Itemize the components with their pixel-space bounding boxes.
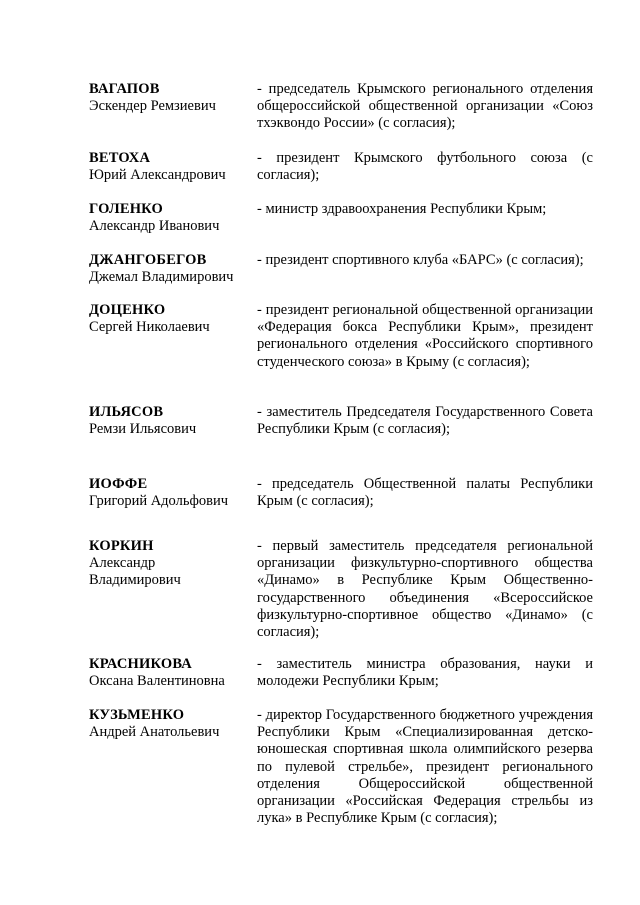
member-name bbox=[89, 538, 249, 589]
member-name bbox=[89, 150, 249, 184]
member-role: - председатель Крымского регионального отделения общероссийской общественной организации «Союз тхэквондо России» (с согласия); bbox=[257, 81, 593, 132]
member-role: - заместитель Председателя Государственного Совета Республики Крым (с согласия); bbox=[257, 404, 593, 438]
member-role: - президент спортивного клуба «БАРС» (с согласия); bbox=[257, 252, 584, 268]
member-given-name: Эскендер Ремзиевич bbox=[89, 98, 216, 114]
member-role: - первый заместитель председателя региональной организации физкультурно-спортивного общества «Динамо» в Республике Крым Общественно-государственного объединения «Всероссийское физкультурно-спортивное общество «Динамо» (с согласия); bbox=[257, 538, 593, 641]
member-given-name: Сергей Николаевич bbox=[89, 319, 210, 335]
member-name bbox=[89, 404, 249, 438]
member-name bbox=[89, 656, 249, 690]
member-name bbox=[89, 81, 249, 115]
member-given-name: Григорий Адольфович bbox=[89, 493, 229, 509]
member-role: - министр здравоохранения Республики Крым; bbox=[257, 201, 547, 217]
member-surname: ИЛЬЯСОВ bbox=[89, 404, 164, 420]
member-name bbox=[89, 201, 249, 235]
member-surname: ДЖАНГОБЕГОВ bbox=[89, 252, 207, 268]
member-surname: ДОЦЕНКО bbox=[89, 302, 166, 318]
member-given-name: Андрей Анатольевич bbox=[89, 724, 220, 740]
member-surname: КРАСНИКОВА bbox=[89, 656, 192, 672]
member-surname: КОРКИН bbox=[89, 538, 154, 554]
member-role: - заместитель министра образования, науки и молодежи Республики Крым; bbox=[257, 656, 593, 690]
member-given-name: Александр Иванович bbox=[89, 218, 220, 234]
member-surname: ВАГАПОВ bbox=[89, 81, 160, 97]
member-name bbox=[89, 476, 249, 510]
member-name bbox=[89, 302, 249, 336]
member-role: - директор Государственного бюджетного учреждения Республики Крым «Специализированная детско-юношеская спортивная школа олимпийского резерва по пулевой стрельбе», президент регионального отделения Общероссийской общественной организации «Российская Федерация стрельбы из лука» в Республике Крым (с согласия); bbox=[257, 707, 593, 827]
member-role: - президент региональной общественной организации «Федерация бокса Республики Крым», президент регионального отделения «Российского спортивного студенческого союза» в Крыму (с согласия); bbox=[257, 302, 593, 370]
member-given-name: Юрий Александрович bbox=[89, 167, 226, 183]
member-given-name: Ремзи Ильясович bbox=[89, 421, 197, 437]
member-name bbox=[89, 707, 249, 741]
member-surname: ВЕТОХА bbox=[89, 150, 151, 166]
member-given-name: Джемал Владимирович bbox=[89, 269, 234, 285]
member-name bbox=[89, 252, 249, 286]
member-given-name: Оксана Валентиновна bbox=[89, 673, 225, 689]
member-surname: ИОФФЕ bbox=[89, 476, 148, 492]
member-role: - председатель Общественной палаты Республики Крым (с согласия); bbox=[257, 476, 593, 510]
member-surname: КУЗЬМЕНКО bbox=[89, 707, 185, 723]
member-given-name: Александр Владимирович bbox=[89, 555, 181, 588]
member-surname: ГОЛЕНКО bbox=[89, 201, 164, 217]
member-role: - президент Крымского футбольного союза (с согласия); bbox=[257, 150, 593, 184]
